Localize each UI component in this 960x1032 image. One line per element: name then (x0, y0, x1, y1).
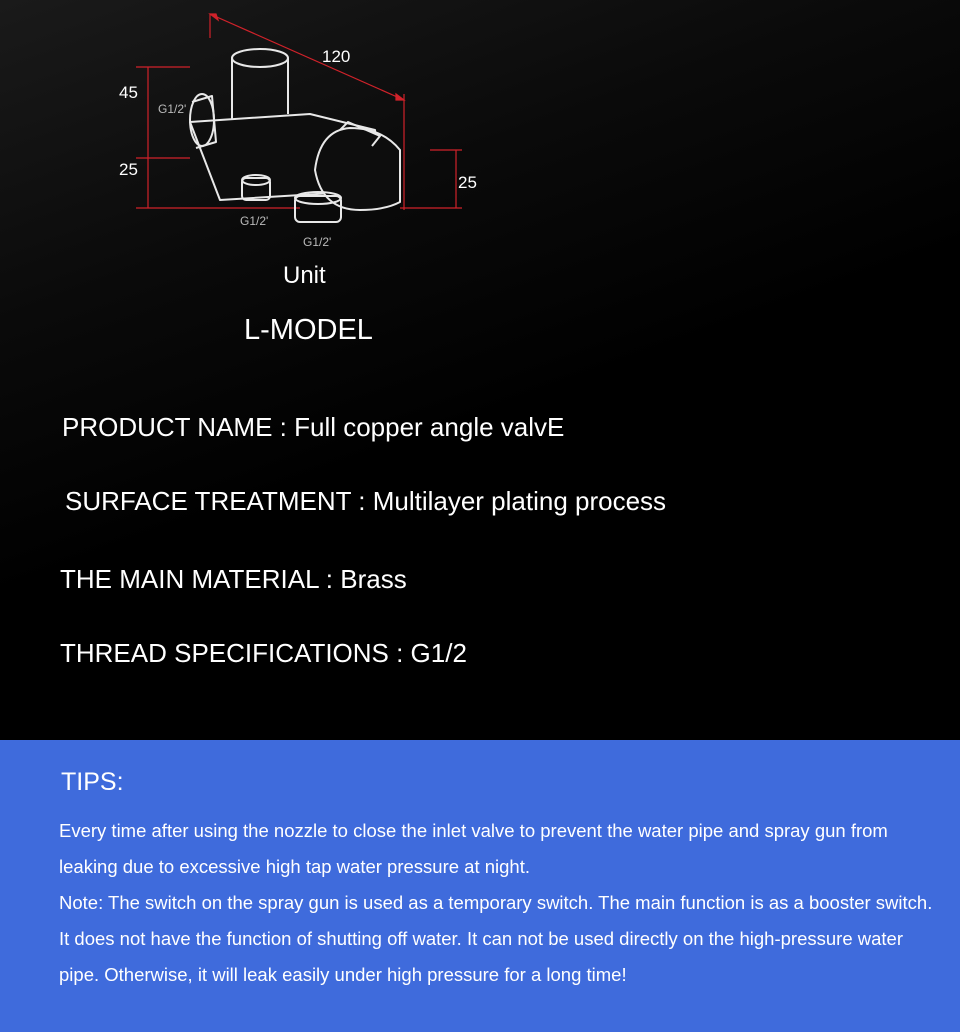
tips-paragraph-note: Note: The switch on the spray gun is used as a temporary switch. The main function is as a booster switch. It does not have the function of shutting off water. It can not be used directly on the high-pressure water pipe. Otherwise, it will leak easily under high pressure for a long time! (59, 892, 933, 985)
valve-dimension-diagram (100, 10, 500, 260)
thread-bottom-label-1: G1/2' (240, 214, 269, 228)
model-label: L-MODEL (244, 314, 373, 346)
thread-bottom-label-2: G1/2' (303, 235, 332, 249)
spec-thread-specifications: THREAD SPECIFICATIONS : G1/2 (60, 638, 467, 668)
spec-main-material: THE MAIN MATERIAL : Brass (60, 564, 407, 594)
tips-paragraph-usage: Every time after using the nozzle to close the inlet valve to prevent the water pipe and spray gun from leaking due to excessive high tap water pressure at night. (59, 820, 888, 877)
tips-body (59, 813, 939, 993)
spec-product-name: PRODUCT NAME : Full copper angle valvE (62, 412, 565, 442)
unit-label: Unit (283, 262, 326, 289)
thread-top-label: G1/2' (158, 102, 187, 116)
dim-top-left-label: 45 (119, 83, 138, 102)
dim-bottom-left-label: 25 (119, 160, 138, 179)
dim-right-label: 25 (458, 173, 477, 192)
dim-width-label: 120 (322, 47, 351, 66)
spec-surface-treatment: SURFACE TREATMENT : Multilayer plating process (65, 486, 667, 516)
tips-title: TIPS: (61, 768, 124, 796)
